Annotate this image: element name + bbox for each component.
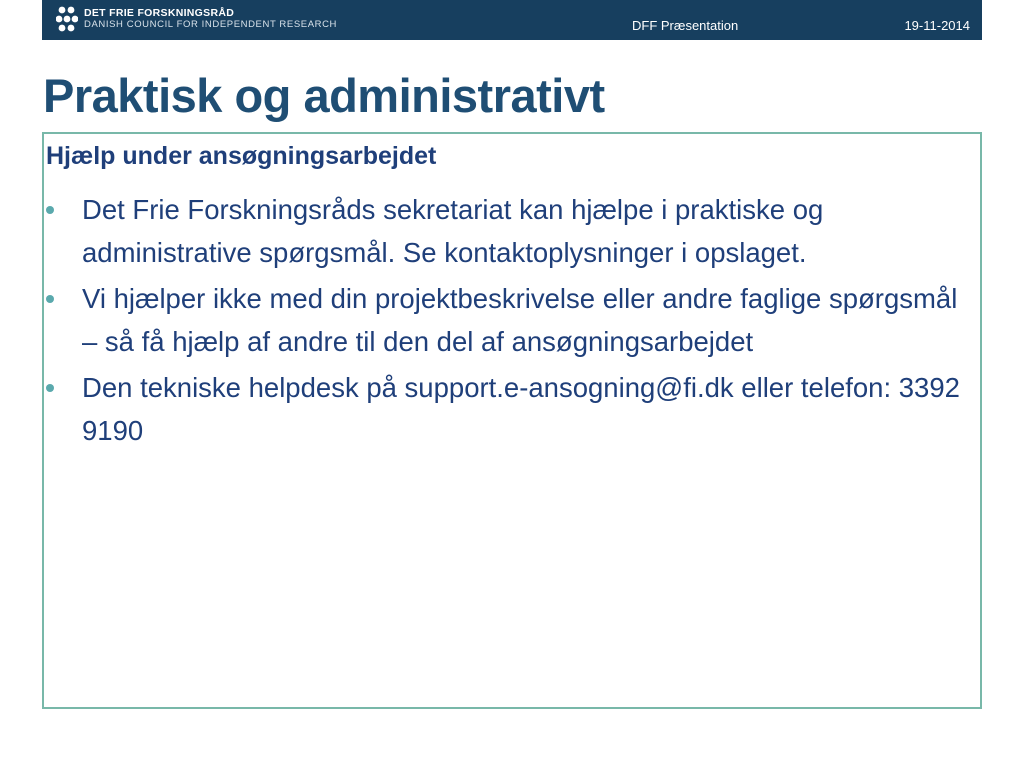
content-subheading: Hjælp under ansøgningsarbejdet <box>46 142 437 170</box>
bullet-text: Den tekniske helpdesk på support.e-ansogning@fi.dk eller telefon: 3392 9190 <box>82 372 960 446</box>
bullet-list <box>44 188 974 455</box>
bullet-dot-icon <box>46 295 54 303</box>
presentation-name: DFF Præsentation <box>632 18 739 33</box>
bullet-item <box>44 277 974 363</box>
dff-logo-icon <box>56 6 78 32</box>
bullet-item <box>44 366 974 452</box>
bullet-dot-icon <box>46 384 54 392</box>
org-logo-text <box>84 8 337 30</box>
bullet-text: Det Frie Forskningsråds sekretariat kan hjælpe i praktiske og administrative spørgsmål. Se kontaktoplysninger i opslaget. <box>82 194 824 268</box>
header-bar <box>42 0 982 40</box>
org-name: DET FRIE FORSKNINGSRÅD <box>84 7 235 19</box>
bullet-text: Vi hjælper ikke med din projektbeskrivelse eller andre faglige spørgsmål – så få hjælp af andre til den del af ansøgningsarbejdet <box>82 283 958 357</box>
bullet-item <box>44 188 974 274</box>
org-subtitle: DANISH COUNCIL FOR INDEPENDENT RESEARCH <box>84 19 338 30</box>
slide-title: Praktisk og administrativt <box>43 69 605 122</box>
presentation-date: 19-11-2014 <box>904 18 970 33</box>
bullet-dot-icon <box>46 206 54 214</box>
content-box <box>42 132 982 709</box>
